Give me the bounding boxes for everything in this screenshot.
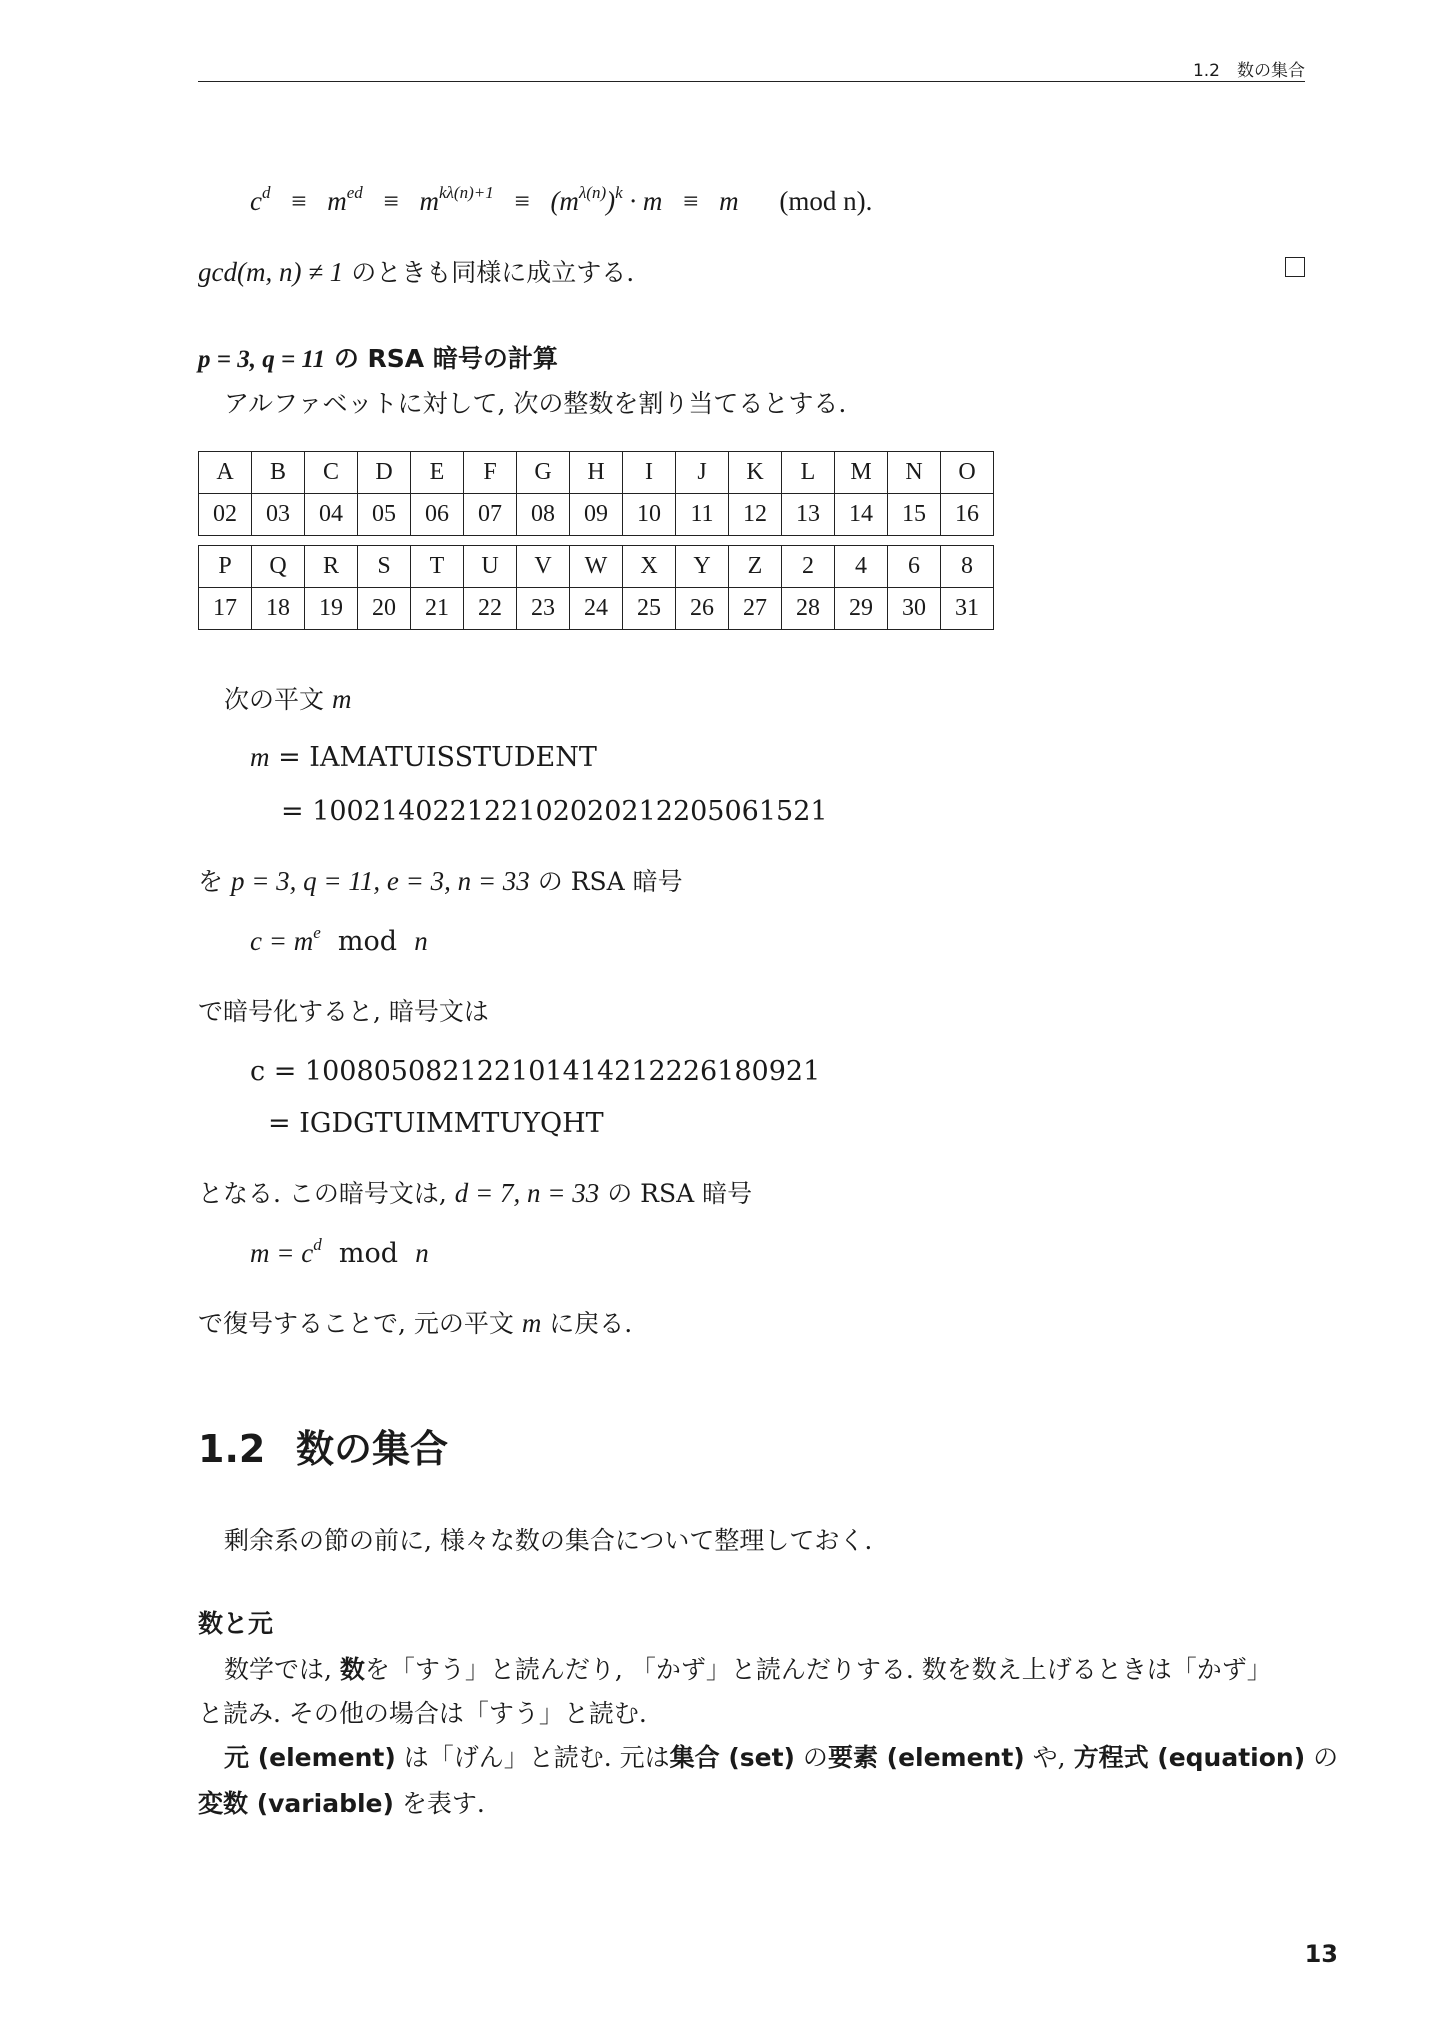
encryption-statement: を p = 3, q = 11, e = 3, n = 33 の RSA 暗号: [198, 866, 683, 896]
section-title: 数の集合: [296, 1427, 449, 1471]
cipher-lead: で暗号化すると, 暗号文は: [198, 997, 489, 1026]
decryption-statement: で復号することで, 元の平文 m に戻る.: [198, 1308, 633, 1338]
eq-term-2: $m^{ed}$: [327, 183, 363, 216]
subsection-heading: 数と元: [198, 1609, 274, 1638]
table-row-letters: P Q R S T U V W X Y Z 2 4 6 8: [199, 546, 994, 588]
cipher-equation-2: = IGDGTUIMMTUYQHT: [268, 1108, 604, 1139]
equiv-symbol: ≡: [291, 186, 307, 216]
header-rule: [198, 81, 1305, 82]
example-heading-text: の RSA 暗号の計算: [325, 344, 558, 373]
running-header: 1.2 数の集合: [1192, 61, 1305, 81]
cipher-after-statement: となる. この暗号文は, d = 7, n = 33 の RSA 暗号: [198, 1178, 753, 1208]
section-intro: 剰余系の節の前に, 様々な数の集合について整理しておく.: [224, 1526, 873, 1555]
congruence-equation: [250, 183, 873, 217]
example-heading-math: p = 3, q = 11: [198, 346, 326, 373]
encoding-table-2: [198, 545, 994, 630]
gcd-statement: [198, 253, 634, 289]
paragraph-2-line-2: 変数 (variable) を表す.: [198, 1789, 485, 1818]
plaintext-equation-2: = 100214022122102020212205061521: [281, 796, 828, 827]
decryption-equation: $m = c^d$ mod n: [250, 1235, 429, 1269]
plaintext-equation-1: m = IAMATUISSTUDENT: [250, 742, 597, 773]
plaintext-lead: 次の平文 m: [224, 684, 352, 714]
example-heading: [198, 339, 558, 375]
table-row-codes: 02 03 04 05 06 07 08 09 10 11 12 13 14 15 16: [199, 494, 994, 536]
section-heading: [198, 1418, 448, 1473]
table-row-letters: A B C D E F G H I J K L M N O: [199, 452, 994, 494]
eq-term-3: $m^{k\lambda(n)+1}$: [419, 183, 494, 216]
example-intro: アルファベットに対して, 次の整数を割り当てるとする.: [224, 389, 847, 418]
encoding-table-1: [198, 451, 994, 536]
page-number: 13: [1304, 1940, 1338, 1968]
encryption-equation: $c = m^e$ mod n: [250, 923, 428, 957]
paragraph-1-line-2: と読み. その他の場合は「すう」と読む.: [198, 1699, 647, 1728]
qed-box-icon: [1285, 257, 1305, 277]
gcd-math: gcd(m, n) ≠ 1: [198, 257, 344, 287]
table-row-codes: 17 18 19 20 21 22 23 24 25 26 27 28 29 30 31: [199, 588, 994, 630]
cipher-equation-1: c = 100805082122101414212226180921: [250, 1056, 821, 1087]
section-number: 1.2: [198, 1427, 266, 1471]
eq-term-4: $(m^{\lambda(n)})^k \cdot m$: [550, 183, 663, 216]
equiv-symbol: ≡: [514, 186, 530, 216]
eq-term-1: $c^d$: [250, 183, 271, 216]
equiv-symbol: ≡: [683, 186, 699, 216]
equiv-symbol: ≡: [383, 186, 399, 216]
mod-clause: (mod n).: [779, 186, 873, 216]
eq-term-5: m: [719, 186, 739, 216]
gcd-text: のときも同様に成立する.: [343, 258, 635, 287]
paragraph-2-line-1: 元 (element) は「げん」と読む. 元は集合 (set) の要素 (element) や, 方程式 (equation) の: [224, 1743, 1339, 1772]
paragraph-1-line-1: 数学では, 数を「すう」と読んだり, 「かず」と読んだりする. 数を数え上げるときは「かず」: [224, 1655, 1272, 1684]
